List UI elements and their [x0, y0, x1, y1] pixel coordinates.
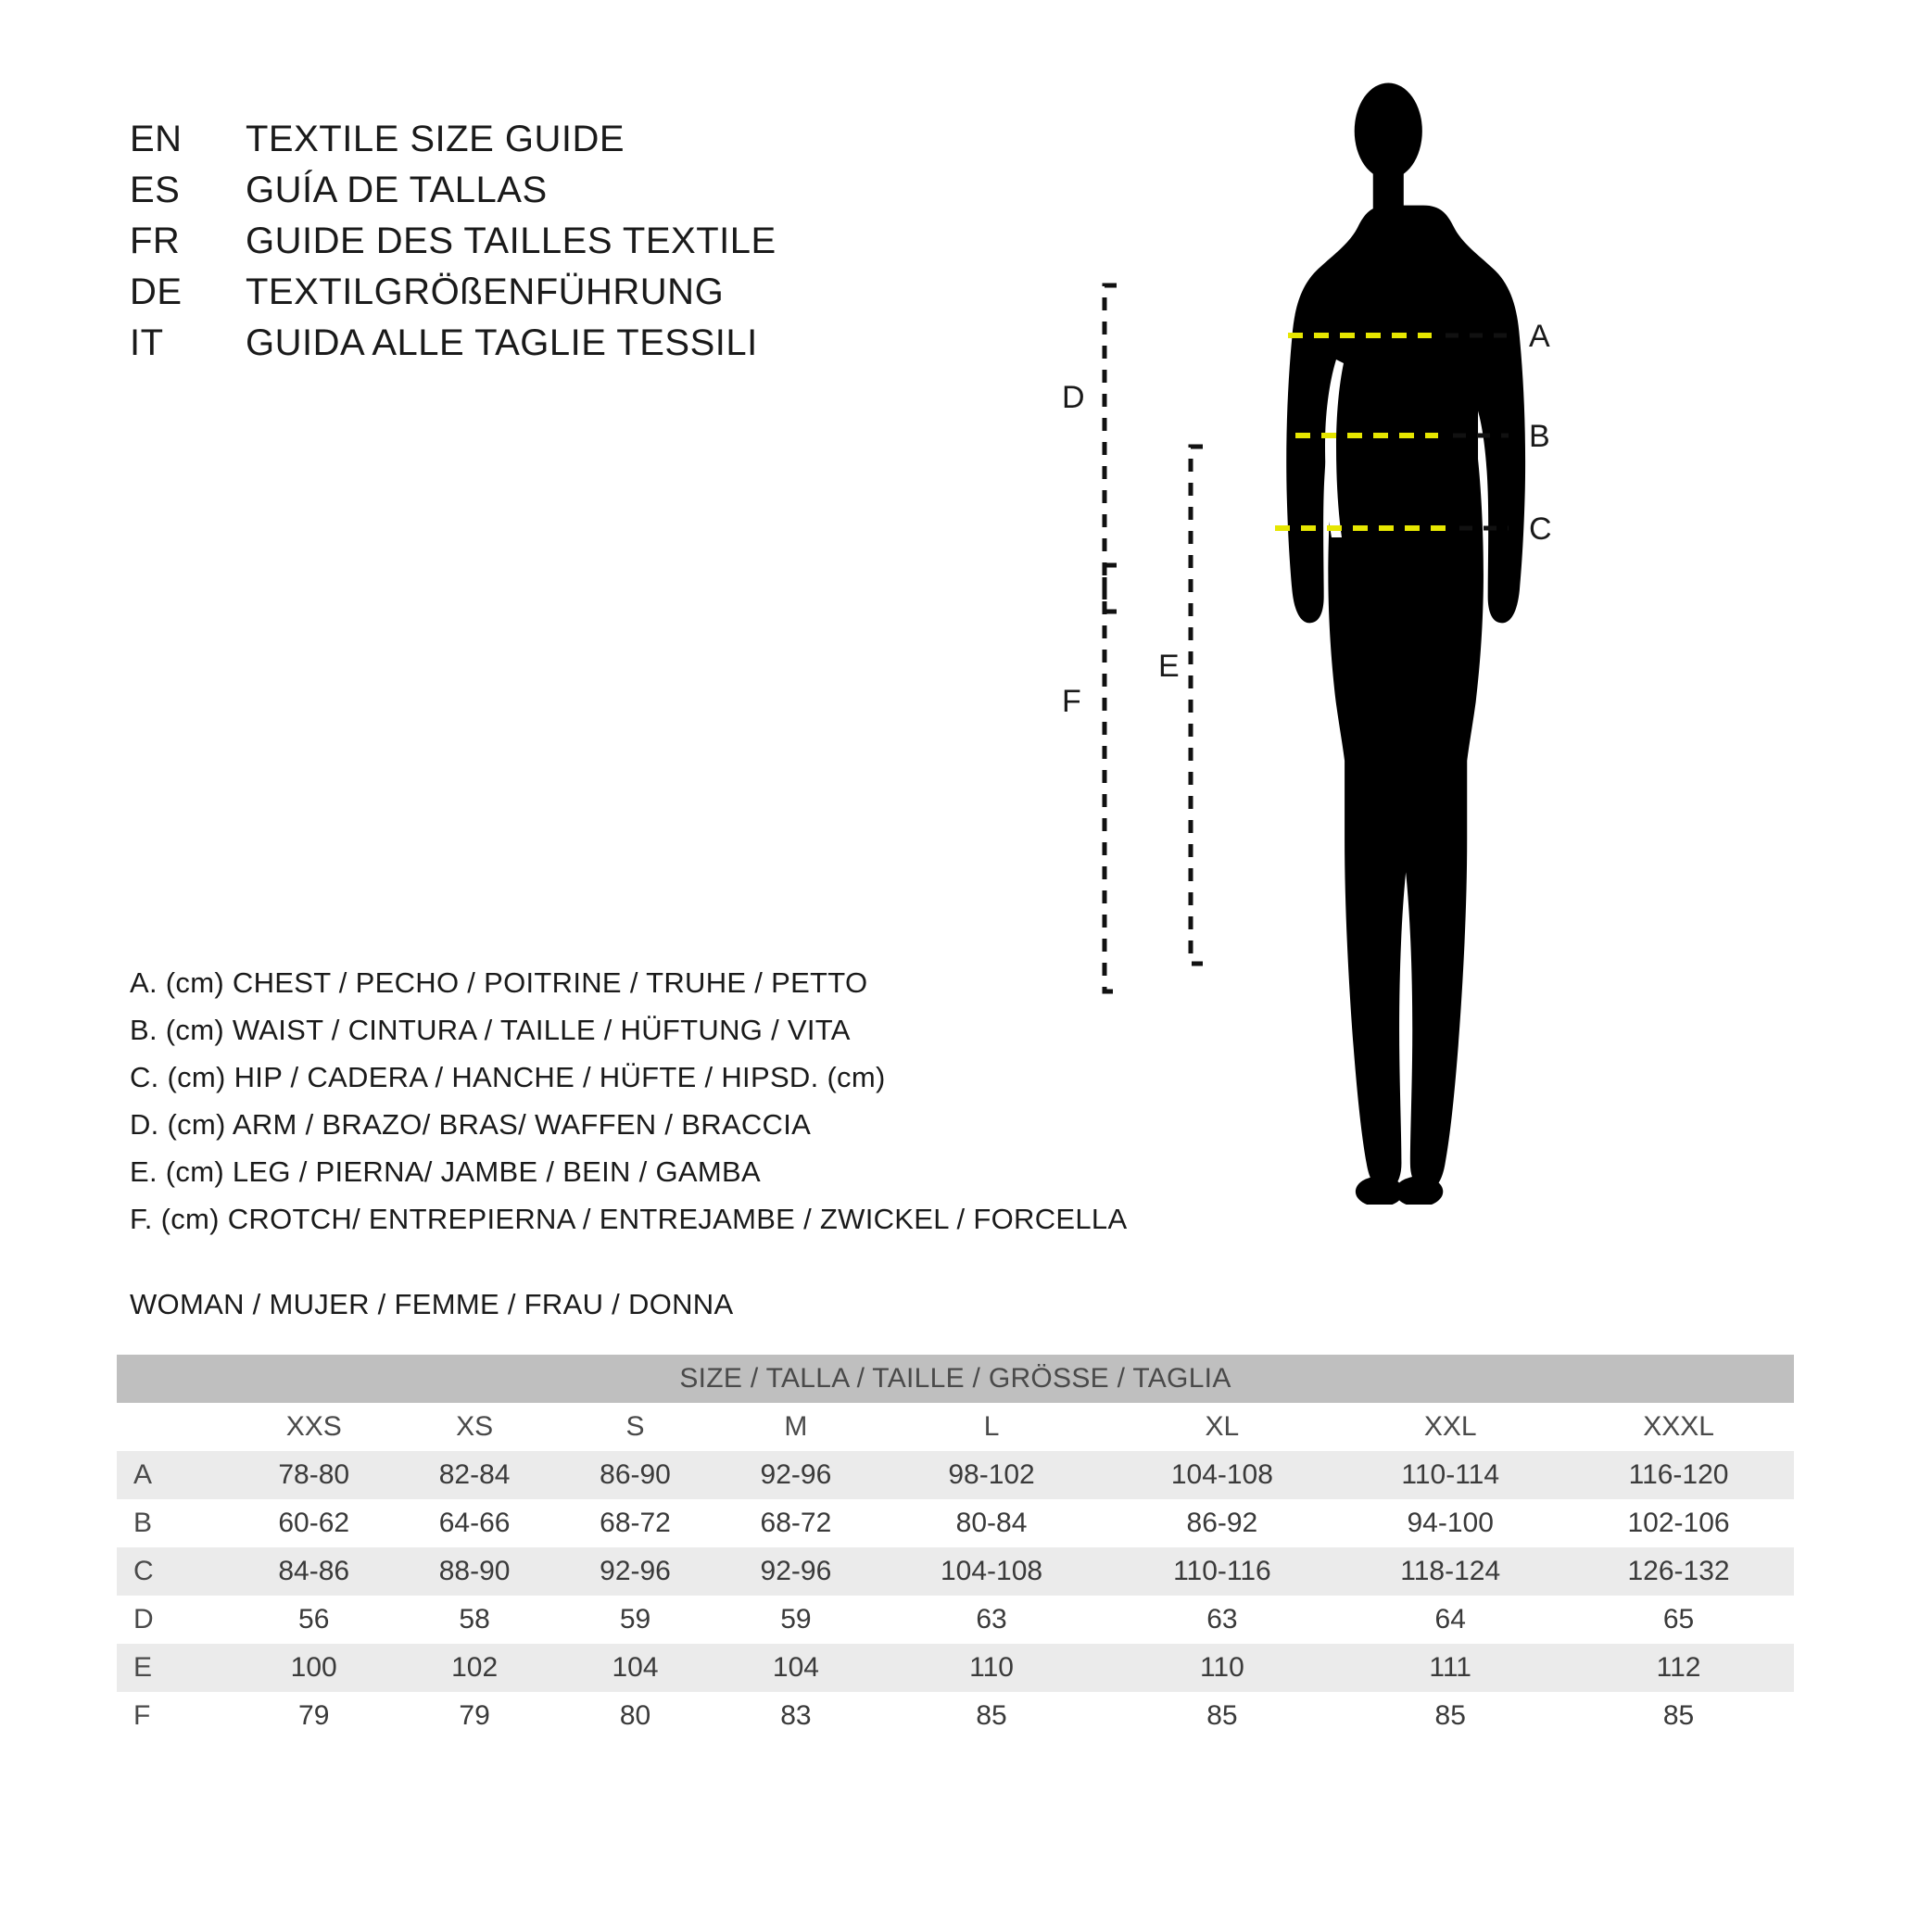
cell-d-xxl: 64: [1434, 1604, 1466, 1634]
legend-item-f: F. (cm) CROTCH/ ENTREPIERNA / ENTREJAMBE / ZWICKEL / FORCELLA: [130, 1203, 1128, 1235]
label-e: E: [1158, 649, 1180, 684]
cell-f-xxs: 79: [298, 1700, 330, 1731]
size-col-m: M: [784, 1411, 808, 1442]
cell-d-xl: 63: [1206, 1604, 1238, 1634]
cell-f-xxxl: 85: [1662, 1700, 1695, 1731]
legend-block: [130, 959, 1127, 1243]
cell-a-xxxl: 116-120: [1628, 1459, 1729, 1490]
label-a: A: [1529, 319, 1550, 354]
size-col-l: L: [983, 1411, 1000, 1442]
cell-d-xxxl: 65: [1662, 1604, 1695, 1634]
cell-b-xxxl: 102-106: [1627, 1508, 1730, 1538]
cell-f-xxl: 85: [1434, 1700, 1466, 1731]
title-lang-it: IT: [130, 322, 164, 363]
cell-b-m: 68-72: [760, 1508, 832, 1538]
cell-c-xxs: 84-86: [278, 1556, 350, 1586]
legend-item-d: D. (cm) ARM / BRAZO/ BRAS/ WAFFEN / BRACCIA: [130, 1108, 812, 1141]
cell-a-l: 98-102: [948, 1459, 1035, 1490]
legend-item-c: C. (cm) HIP / CADERA / HANCHE / HÜFTE / HIPSD. (cm): [130, 1061, 886, 1093]
title-lang-es: ES: [130, 170, 181, 210]
cell-b-l: 80-84: [955, 1508, 1028, 1538]
cell-c-xl: 110-116: [1173, 1556, 1271, 1586]
table-header-row: [117, 1355, 1794, 1403]
diagram-overlay: [1093, 65, 1863, 1205]
row-label-f: F: [133, 1700, 151, 1731]
size-table-wrapper: [117, 1355, 1794, 1740]
label-d: D: [1062, 380, 1085, 415]
table-row: [117, 1451, 1794, 1499]
size-table: [117, 1355, 1794, 1740]
label-c: C: [1529, 511, 1552, 547]
size-col-xxxl: XXXL: [1643, 1411, 1714, 1442]
title-block: [130, 119, 777, 373]
table-row: [117, 1499, 1794, 1547]
title-row-de: [130, 271, 777, 322]
cell-c-l: 104-108: [940, 1556, 1043, 1586]
table-row: [117, 1644, 1794, 1692]
title-row-fr: [130, 221, 777, 271]
title-text-fr: GUIDE DES TAILLES TEXTILE: [246, 221, 777, 261]
cell-e-xl: 110: [1199, 1652, 1244, 1683]
cell-e-l: 110: [969, 1652, 1014, 1683]
cell-e-s: 104: [612, 1652, 659, 1683]
row-label-e: E: [133, 1652, 153, 1683]
cell-f-s: 80: [619, 1700, 651, 1731]
title-row-en: [130, 119, 777, 170]
cell-e-xxs: 100: [290, 1652, 337, 1683]
table-header-label: SIZE / TALLA / TAILLE / GRÖSSE / TAGLIA: [679, 1363, 1231, 1394]
cell-a-xxl: 110-114: [1401, 1459, 1500, 1490]
title-row-es: [130, 170, 777, 221]
cell-b-xxl: 94-100: [1407, 1508, 1494, 1538]
title-lang-en: EN: [130, 119, 183, 159]
cell-d-s: 59: [619, 1604, 651, 1634]
cell-e-xs: 102: [451, 1652, 499, 1683]
cell-a-xs: 82-84: [438, 1459, 511, 1490]
table-row: [117, 1692, 1794, 1740]
table-size-row: [117, 1403, 1794, 1451]
size-col-xs: XS: [456, 1411, 494, 1442]
cell-b-xl: 86-92: [1186, 1508, 1258, 1538]
title-text-it: GUIDA ALLE TAGLIE TESSILI: [246, 322, 758, 363]
table-row: [117, 1596, 1794, 1644]
cell-b-xs: 64-66: [438, 1508, 511, 1538]
label-b: B: [1529, 419, 1550, 454]
title-row-it: [130, 322, 777, 373]
cell-c-xxxl: 126-132: [1627, 1556, 1730, 1586]
cell-c-xxl: 118-124: [1400, 1556, 1501, 1586]
cell-c-m: 92-96: [760, 1556, 832, 1586]
cell-b-s: 68-72: [600, 1508, 671, 1538]
title-text-en: TEXTILE SIZE GUIDE: [246, 119, 625, 159]
measurement-diagram: [1062, 65, 1863, 1205]
row-label-a: A: [133, 1459, 153, 1490]
row-label-d: D: [133, 1604, 154, 1634]
size-row-corner: [117, 1403, 234, 1451]
title-text-es: GUÍA DE TALLAS: [246, 170, 548, 210]
cell-f-xs: 79: [459, 1700, 490, 1731]
legend-item-e: E. (cm) LEG / PIERNA/ JAMBE / BEIN / GAMBA: [130, 1155, 761, 1188]
cell-d-m: 59: [780, 1604, 812, 1634]
cell-c-s: 92-96: [600, 1556, 671, 1586]
size-col-s: S: [625, 1411, 645, 1442]
cell-a-m: 92-96: [760, 1459, 832, 1490]
legend-item-b: B. (cm) WAIST / CINTURA / TAILLE / HÜFTUNG / VITA: [130, 1014, 851, 1046]
cell-c-xs: 88-90: [438, 1556, 511, 1586]
cell-a-s: 86-90: [600, 1459, 671, 1490]
cell-f-xl: 85: [1206, 1700, 1238, 1731]
cell-f-m: 83: [780, 1700, 812, 1731]
cell-d-xs: 58: [459, 1604, 490, 1634]
cell-f-l: 85: [976, 1700, 1007, 1731]
label-f: F: [1062, 684, 1081, 719]
row-label-c: C: [133, 1556, 154, 1586]
cell-b-xxs: 60-62: [278, 1508, 350, 1538]
row-label-b: B: [133, 1508, 153, 1538]
cell-a-xl: 104-108: [1170, 1459, 1273, 1490]
size-col-xxl: XXL: [1423, 1411, 1477, 1442]
title-lang-fr: FR: [130, 221, 181, 261]
cell-e-xxl: 111: [1429, 1652, 1471, 1683]
cell-e-m: 104: [772, 1652, 819, 1683]
title-lang-de: DE: [130, 271, 183, 312]
section-caption-woman: WOMAN / MUJER / FEMME / FRAU / DONNA: [130, 1288, 734, 1320]
cell-d-l: 63: [976, 1604, 1007, 1634]
size-col-xxs: XXS: [285, 1411, 342, 1442]
cell-e-xxxl: 112: [1656, 1652, 1701, 1683]
cell-a-xxs: 78-80: [278, 1459, 350, 1490]
size-col-xl: XL: [1205, 1411, 1240, 1442]
legend-item-a: A. (cm) CHEST / PECHO / POITRINE / TRUHE / PETTO: [130, 966, 868, 999]
cell-d-xxs: 56: [298, 1604, 330, 1634]
table-row: [117, 1547, 1794, 1596]
title-text-de: TEXTILGRÖßENFÜHRUNG: [246, 271, 725, 312]
